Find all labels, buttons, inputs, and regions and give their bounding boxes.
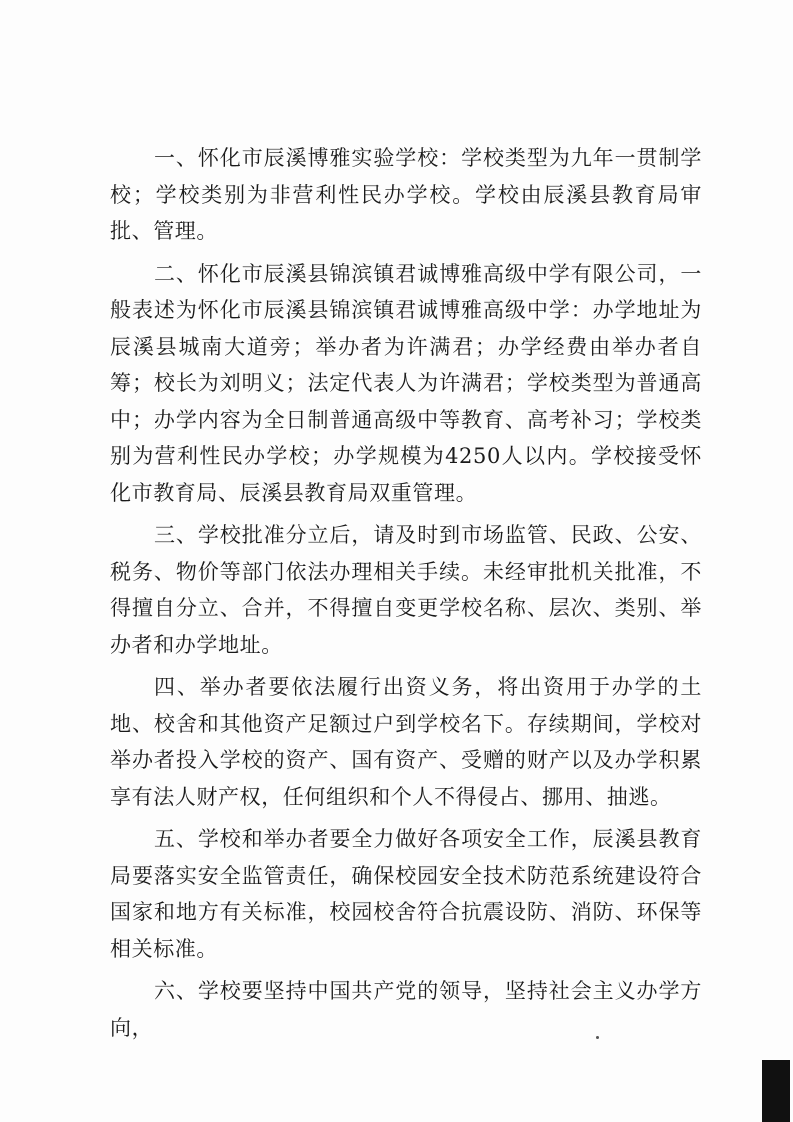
scan-edge-mark [762,1060,790,1122]
paragraph-4: 四、举办者要依法履行出资义务，将出资用于办学的土地、校舍和其他资产足额过户到学校名下。存续期间，学校对举办者投入学校的资产、国有资产、受赠的财产以及办学积累享有法人财产权，任何组织和个人不得侵占、挪用、抽逃。 [110,675,702,809]
paragraph-3: 三、学校批准分立后，请及时到市场监管、民政、公安、税务、物价等部门依法办理相关手续。未经审批机关批准，不得擅自分立、合并，不得擅自变更学校名称、层次、类别、举办者和办学地址。 [110,523,702,657]
paragraph-1: 一、怀化市辰溪博雅实验学校：学校类型为九年一贯制学校；学校类别为非营利性民办学校。学校由辰溪县教育局审批、管理。 [110,146,702,243]
scan-speck [596,1036,599,1039]
document-body [110,140,702,1052]
paragraph-6: 六、学校要坚持中国共产党的领导，坚持社会主义办学方向， [110,979,702,1040]
paragraph-2: 二、怀化市辰溪县锦滨镇君诚博雅高级中学有限公司，一般表述为怀化市辰溪县锦滨镇君诚博雅高级中学：办学地址为辰溪县城南大道旁；举办者为许满君；办学经费由举办者自筹；校长为刘明义；法定代表人为许满君；学校类型为普通高中；办学内容为全日制普通高级中等教育、高考补习；学校类别为营利性民办学校；办学规模为4250人以内。学校接受怀化市教育局、辰溪县教育局双重管理。 [110,261,702,505]
paragraph-5: 五、学校和举办者要全力做好各项安全工作，辰溪县教育局要落实安全监管责任，确保校园安全技术防范系统建设符合国家和地方有关标准，校园校舍符合抗震设防、消防、环保等相关标准。 [110,827,702,961]
